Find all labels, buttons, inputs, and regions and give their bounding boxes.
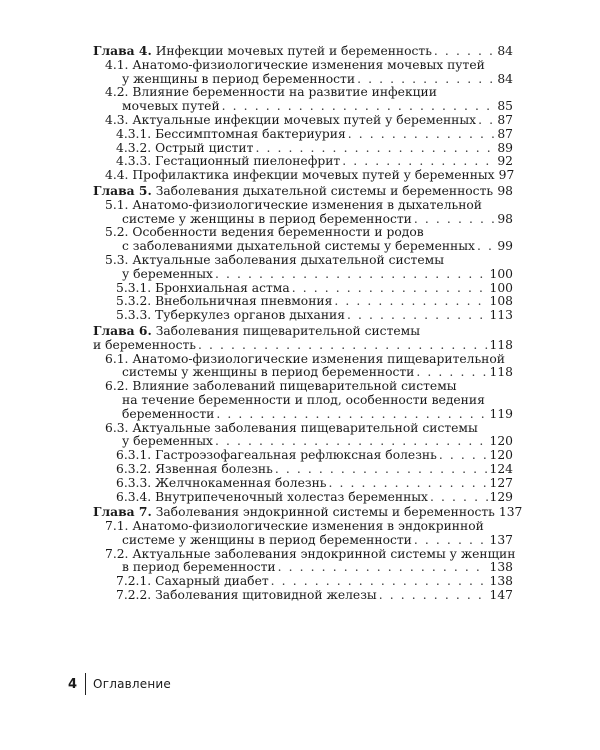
toc-section-entry[interactable]: [93, 114, 513, 128]
toc-entry-title: 5.3.2. Внебольничная пневмония: [116, 294, 333, 309]
toc-subsection-entry[interactable]: [93, 575, 513, 589]
toc-page-number: 147: [489, 588, 513, 603]
dot-leader: [414, 534, 488, 548]
toc-subsection-entry[interactable]: [93, 463, 513, 477]
toc-entry-title: 6.3. Актуальные заболевания пищеварительной системы: [105, 420, 478, 435]
toc-section-entry[interactable]: [93, 86, 513, 114]
toc-chapter-label: Глава 6.: [93, 322, 152, 338]
toc-page-number: 120: [489, 434, 513, 449]
toc-entry-title: 6.2. Влияние заболеваний пищеварительной системы: [105, 379, 457, 394]
toc-chapter-entry[interactable]: [93, 44, 513, 59]
toc-subsection-entry[interactable]: [93, 155, 513, 169]
toc-page-number: 120: [489, 448, 513, 463]
dot-leader: [222, 100, 496, 114]
toc-subsection-entry[interactable]: [93, 282, 513, 296]
toc-entry-title: 6.1. Анатомо-физиологические изменения пищеварительной: [105, 351, 505, 366]
dot-leader: [348, 128, 496, 142]
toc-page-number: 118: [489, 337, 513, 352]
page-number: 4: [68, 676, 78, 692]
toc-page-number: 113: [489, 308, 513, 323]
toc-entry-title: на течение беременности и плод, особенности ведения: [122, 392, 485, 407]
dot-leader: [215, 435, 488, 449]
toc-entry-title: системы у женщины в период беременности: [122, 365, 415, 380]
toc-entry-title: Инфекции мочевых путей и беременность: [155, 44, 432, 58]
toc-entry-title: у женщины в период беременности: [122, 71, 356, 86]
toc-page-number: 137: [498, 505, 523, 520]
toc-section-entry[interactable]: [93, 422, 513, 450]
toc-section-entry[interactable]: [93, 59, 513, 87]
toc-subsection-entry[interactable]: [93, 491, 513, 505]
toc-subsection-entry[interactable]: [93, 142, 513, 156]
toc-chapter-label: Глава 4.: [93, 43, 152, 58]
toc-subsection-entry[interactable]: [93, 589, 513, 603]
toc-entry-title: 6.3.3. Желчнокаменная болезнь: [116, 475, 327, 490]
toc-section-entry[interactable]: [93, 380, 513, 421]
toc-entry-title: у беременных: [122, 266, 213, 281]
footer-section-label: Оглавление: [93, 677, 171, 691]
toc-entry-title: 5.3. Актуальные заболевания дыхательной системы: [105, 252, 444, 267]
toc-entry-title: и беременность: [93, 337, 196, 352]
toc-entry-title: 6.3.2. Язвенная болезнь: [116, 461, 273, 476]
toc-subsection-entry[interactable]: [93, 128, 513, 142]
dot-leader: [342, 155, 495, 169]
toc-section-entry[interactable]: [93, 254, 513, 282]
dot-leader: [439, 449, 488, 463]
dot-leader: [434, 45, 495, 59]
toc-page-number: 137: [489, 532, 513, 547]
dot-leader: [477, 240, 495, 254]
toc-chapter-entry[interactable]: [93, 324, 513, 353]
toc-page-number: 85: [497, 99, 513, 114]
toc-section-entry[interactable]: [93, 520, 513, 548]
toc-page-number: 138: [489, 560, 513, 575]
dot-leader: [216, 408, 487, 422]
toc-page-number: 100: [489, 280, 513, 295]
toc-page-number: 89: [497, 140, 513, 155]
dot-leader: [357, 73, 495, 87]
dot-leader: [271, 575, 488, 589]
dot-leader: [379, 589, 488, 603]
toc-page-number: 98: [497, 211, 513, 226]
toc-entry-title: 4.3. Актуальные инфекции мочевых путей у беременных: [105, 112, 477, 127]
dot-leader: [414, 213, 495, 227]
toc-entry-title: 5.2. Особенности ведения беременности и родов: [105, 225, 424, 240]
toc-page-number: 84: [497, 44, 513, 58]
toc-section-entry[interactable]: [93, 546, 516, 576]
toc-entry-title: 6.3.4. Внутрипеченочный холестаз беременных: [116, 489, 428, 504]
dot-leader: [292, 282, 488, 296]
toc-page-number: 108: [489, 294, 513, 309]
toc-entry-title: 4.3.2. Острый цистит: [116, 140, 254, 155]
dot-leader: [215, 268, 488, 282]
toc-entry-title: 7.2. Актуальные заболевания эндокринной системы у женщин: [105, 546, 516, 561]
toc-page-number: 84: [497, 71, 513, 86]
dot-leader: [347, 309, 488, 323]
toc-entry-title: 5.3.3. Туберкулез органов дыхания: [116, 308, 345, 323]
toc-entry-title: системе у женщины в период беременности: [122, 532, 412, 547]
toc-page-number: 99: [497, 239, 513, 254]
toc-entry-title: в период беременности: [122, 560, 276, 575]
toc-entry-title: 4.3.3. Гестационный пиелонефрит: [116, 154, 341, 169]
toc-entry-title: Заболевания дыхательной системы и беременность: [155, 183, 494, 198]
toc-page-number: 124: [489, 461, 513, 476]
toc-chapter-label: Глава 5.: [93, 182, 152, 198]
dot-leader: [328, 477, 487, 491]
toc-entry-title: 5.1. Анатомо-физиологические изменения в дыхательной: [105, 197, 483, 212]
toc-page-number: 98: [497, 183, 513, 198]
toc-subsection-entry[interactable]: [93, 309, 513, 323]
toc-entry-title: Заболевания эндокринной системы и беременность: [155, 505, 495, 520]
toc-entry-title: 4.3.1. Бессимптомная бактериурия: [116, 126, 346, 141]
toc-page-number: 127: [489, 475, 513, 490]
toc-page-number: 97: [498, 168, 515, 183]
dot-leader: [334, 295, 487, 309]
footer-divider: [85, 673, 86, 695]
page-footer: [68, 672, 171, 696]
toc-entry-title: Заболевания пищеварительной системы: [155, 323, 421, 338]
toc-entry-title: 7.2.2. Заболевания щитовидной железы: [116, 588, 377, 603]
dot-leader: [478, 114, 495, 128]
toc-page-number: 87: [497, 126, 513, 141]
dot-leader: [198, 339, 488, 353]
toc-entry-title: с заболеваниями дыхательной системы у беременных: [122, 239, 475, 254]
toc-entry-title: 6.3.1. Гастроэзофагеальная рефлюксная болезнь: [116, 448, 437, 463]
toc-page-number: 92: [497, 154, 513, 169]
toc-page-number: 119: [489, 406, 513, 421]
dot-leader: [416, 366, 487, 380]
dot-leader: [278, 561, 488, 575]
toc-entry-title: 7.1. Анатомо-физиологические изменения в эндокринной: [105, 519, 484, 534]
toc-page-number: 87: [497, 112, 513, 127]
toc-chapter-entry[interactable]: [93, 504, 523, 520]
toc-page-number: 118: [489, 365, 513, 380]
dot-leader: [275, 463, 488, 477]
toc-chapter-entry[interactable]: [93, 184, 513, 199]
toc-page-number: 100: [489, 266, 513, 281]
toc-subsection-entry[interactable]: [93, 295, 513, 309]
toc-entry-title: 4.2. Влияние беременности на развитие инфекции: [105, 85, 437, 100]
toc-entry-title: мочевых путей: [122, 99, 220, 114]
toc-entry-title: 5.3.1. Бронхиальная астма: [116, 280, 290, 295]
dot-leader: [255, 142, 495, 156]
toc-section-entry[interactable]: [93, 353, 513, 381]
toc-page-number: 138: [489, 574, 513, 589]
toc-entry-title: 4.4. Профилактика инфекции мочевых путей у беременных: [105, 168, 495, 183]
toc-subsection-entry[interactable]: [93, 477, 513, 491]
toc-page-number: 129: [489, 489, 513, 504]
table-of-contents: [93, 43, 523, 603]
toc-entry-title: системе у женщины в период беременности: [122, 211, 412, 226]
toc-chapter-label: Глава 7.: [93, 504, 152, 520]
toc-entry-title: 4.1. Анатомо-физиологические изменения мочевых путей: [105, 57, 485, 72]
toc-entry-title: беременности: [122, 406, 215, 421]
toc-subsection-entry[interactable]: [93, 449, 513, 463]
dot-leader: [430, 491, 488, 505]
toc-entry-title: у беременных: [122, 434, 213, 449]
toc-section-entry[interactable]: [93, 226, 513, 254]
toc-section-entry[interactable]: [93, 169, 513, 183]
toc-entry-title: 7.2.1. Сахарный диабет: [116, 574, 269, 589]
toc-section-entry[interactable]: [93, 199, 513, 227]
